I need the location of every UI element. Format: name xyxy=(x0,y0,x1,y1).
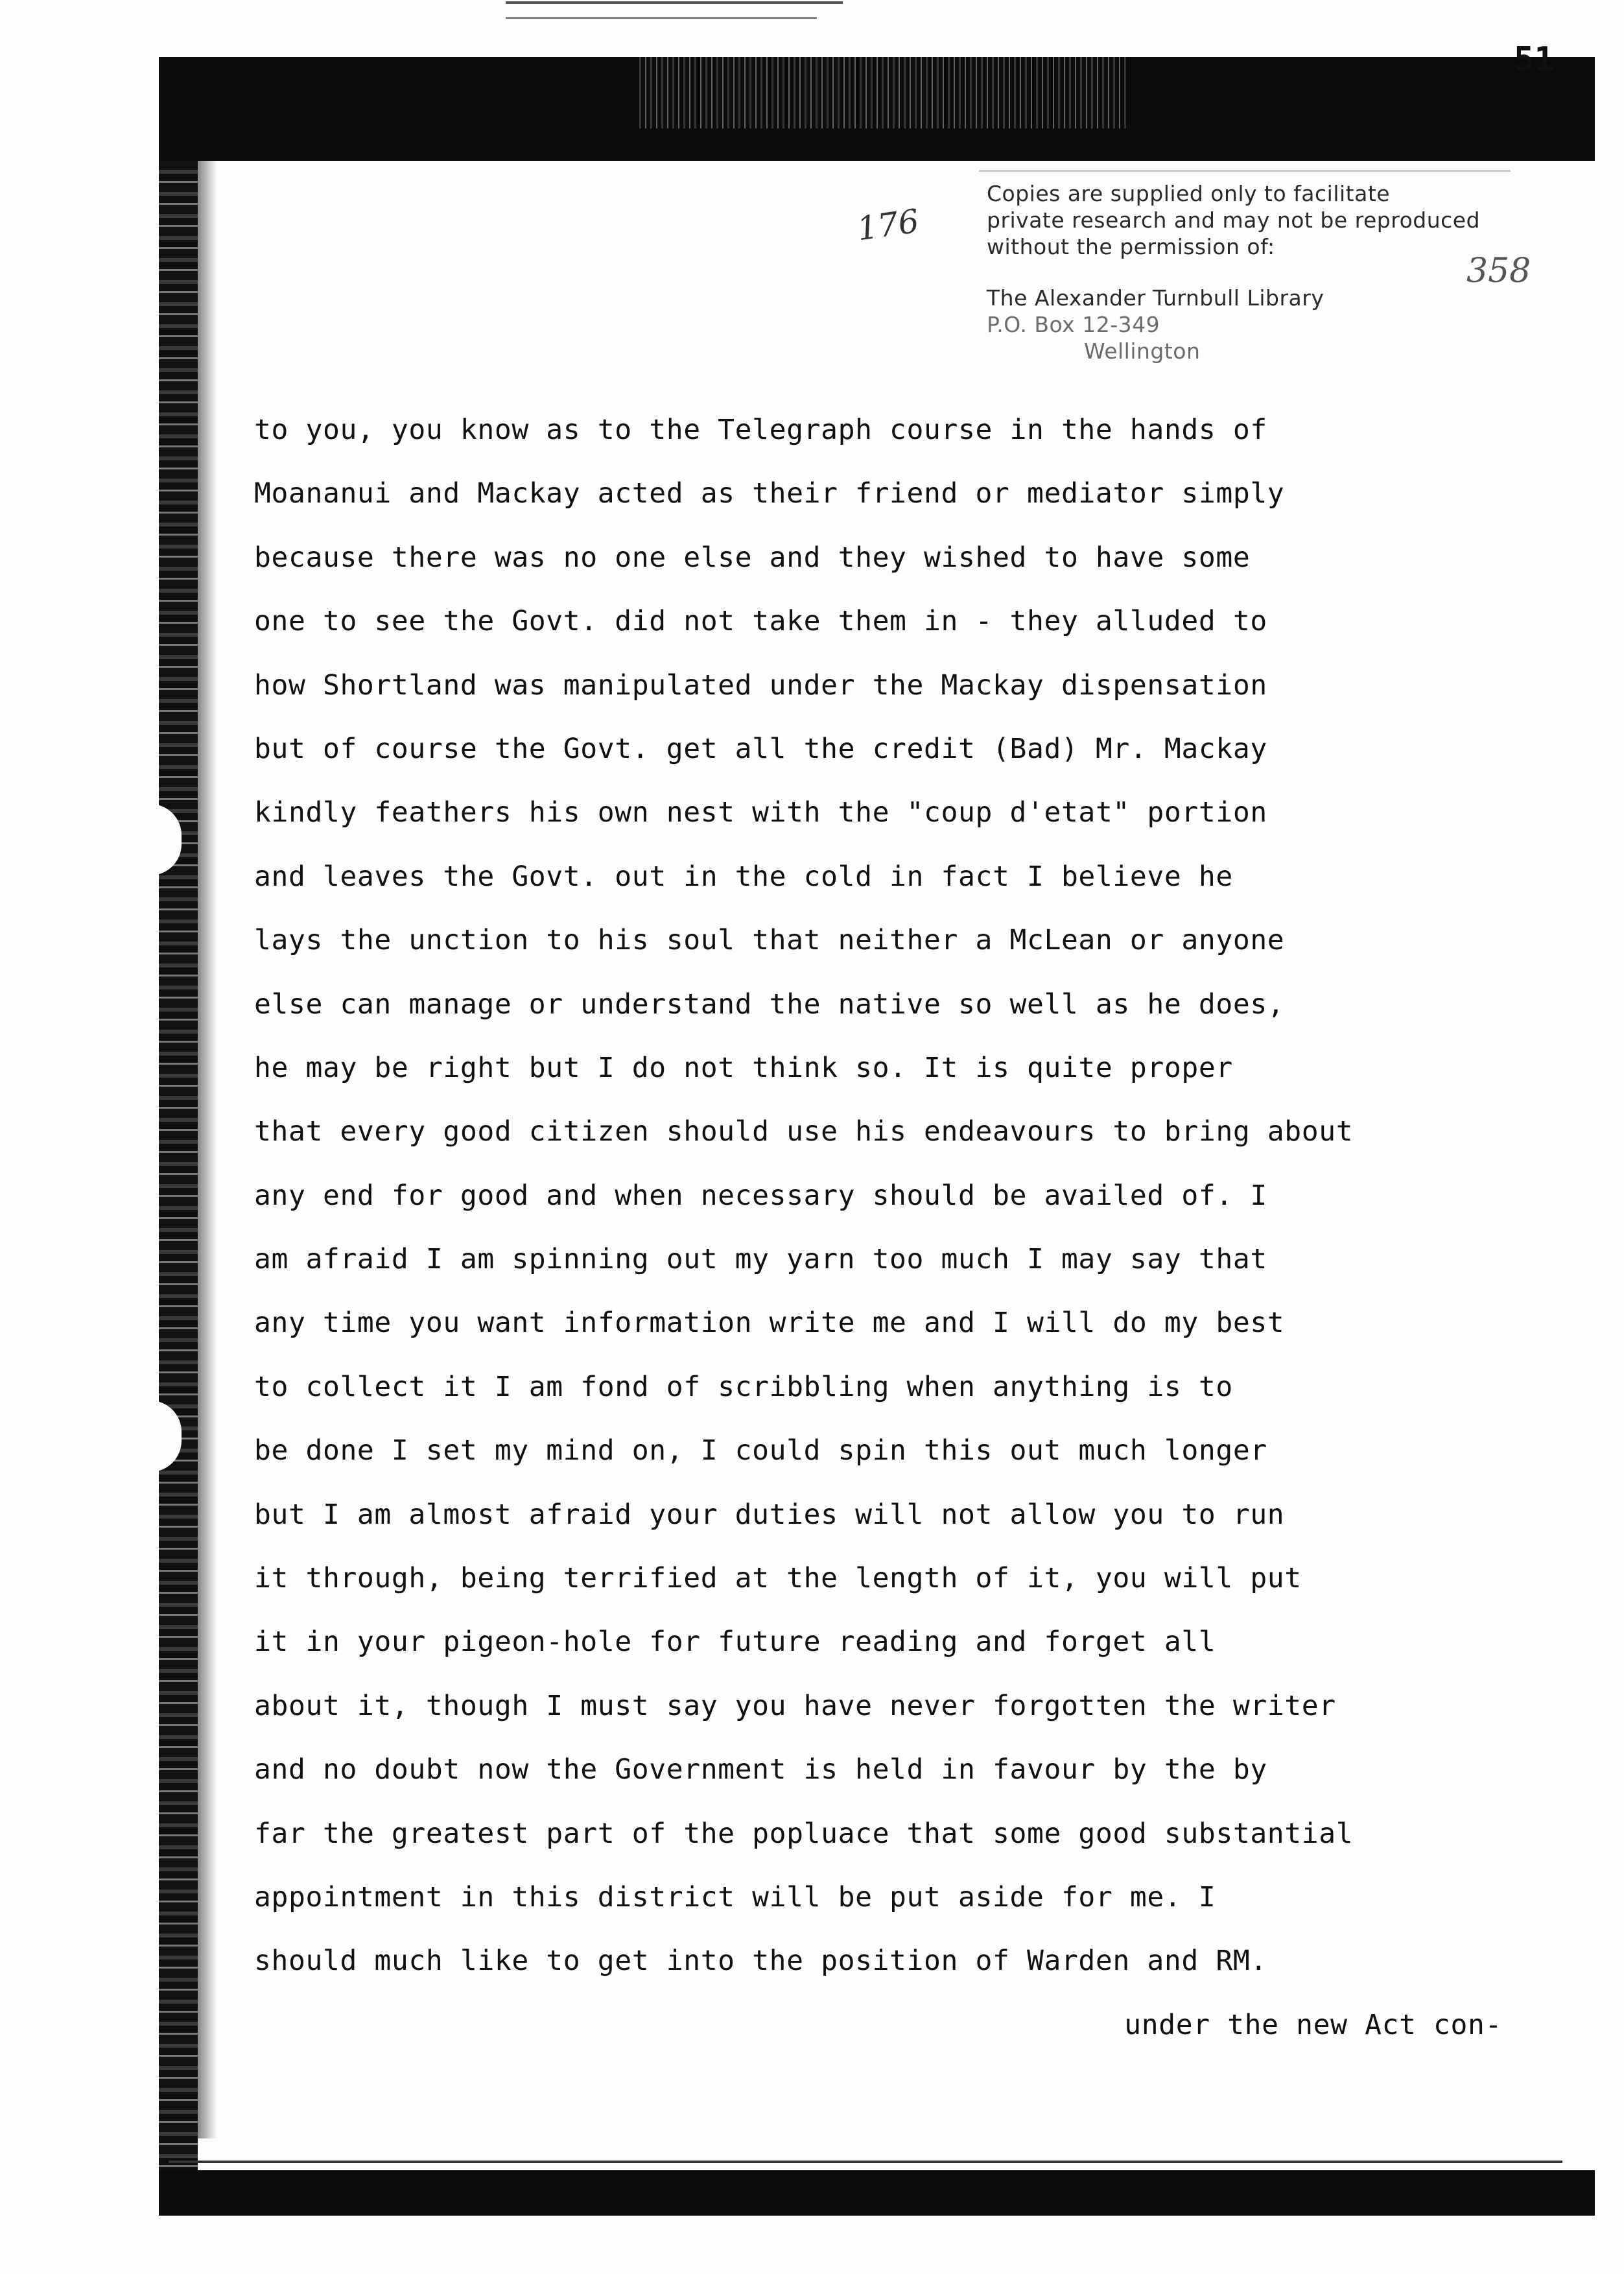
left-scan-shadow xyxy=(198,161,217,2138)
letter-line: but I am almost afraid your duties will not allow you to run xyxy=(254,1498,1285,1531)
letter-line: Moananui and Mackay acted as their friend or mediator simply xyxy=(254,477,1285,510)
stamp-line: private research and may not be reproduced xyxy=(987,207,1481,233)
stamp-address-line: Wellington xyxy=(1084,338,1201,364)
stamp-line: Copies are supplied only to facilitate xyxy=(987,181,1391,206)
letter-line: kindly feathers his own nest with the "coup d'etat" portion xyxy=(254,796,1267,829)
bottom-scan-line xyxy=(169,2161,1562,2163)
letter-line: else can manage or understand the native so well as he does, xyxy=(254,988,1285,1021)
letter-line: to you, you know as to the Telegraph course in the hands of xyxy=(254,414,1267,446)
page-number: 51 xyxy=(1514,40,1555,79)
top-scan-noise xyxy=(635,57,1128,128)
letter-line: be done I set my mind on, I could spin this out much longer xyxy=(254,1434,1267,1467)
top-scan-line-secondary xyxy=(506,17,817,19)
letter-line: and leaves the Govt. out in the cold in fact I believe he xyxy=(254,860,1233,893)
letter-line: about it, though I must say you have never forgotten the writer xyxy=(254,1689,1336,1722)
letter-line: and no doubt now the Government is held in favour by the by xyxy=(254,1753,1267,1786)
stamp-library-name: The Alexander Turnbull Library xyxy=(987,285,1324,311)
letter-line: how Shortland was manipulated under the Mackay dispensation xyxy=(254,669,1267,702)
letter-body xyxy=(254,407,1564,2066)
letter-line: because there was no one else and they wished to have some xyxy=(254,541,1251,574)
letter-line: but of course the Govt. get all the credit (Bad) Mr. Mackay xyxy=(254,732,1267,765)
letter-line: lays the unction to his soul that neither a McLean or anyone xyxy=(254,924,1285,957)
handwritten-number: 358 xyxy=(1466,252,1531,290)
letter-line: to collect it I am fond of scribbling when anything is to xyxy=(254,1370,1233,1403)
library-copyright-stamp xyxy=(987,180,1531,364)
bottom-scan-border xyxy=(159,2170,1595,2216)
stamp-line: without the permission of: xyxy=(987,234,1275,259)
left-scan-border xyxy=(159,161,198,2171)
stamp-rule xyxy=(979,170,1511,172)
letter-line: appointment in this district will be put aside for me. I xyxy=(254,1880,1216,1913)
letter-line: any time you want information write me and I will do my best xyxy=(254,1307,1285,1340)
letter-line: am afraid I am spinning out my yarn too much I may say that xyxy=(254,1243,1267,1276)
letter-line: it in your pigeon-hole for future reading and forget all xyxy=(254,1626,1216,1659)
letter-line: far the greatest part of the popluace that some good substantial xyxy=(254,1817,1354,1850)
handwritten-folio: 176 xyxy=(854,202,922,248)
letter-line-continued: under the new Act con- xyxy=(1124,2008,1502,2041)
stamp-address-line: P.O. Box 12-349 xyxy=(987,312,1160,337)
letter-line: any end for good and when necessary should be availed of. I xyxy=(254,1179,1267,1212)
letter-line: it through, being terrified at the length of it, you will put xyxy=(254,1562,1302,1595)
letter-line: one to see the Govt. did not take them in - they alluded to xyxy=(254,605,1267,638)
top-scan-line xyxy=(506,1,843,4)
letter-line: he may be right but I do not think so. It is quite proper xyxy=(254,1051,1233,1084)
letter-line: that every good citizen should use his endeavours to bring about xyxy=(254,1115,1354,1148)
letter-line: should much like to get into the position of Warden and RM. xyxy=(254,1945,1267,1978)
